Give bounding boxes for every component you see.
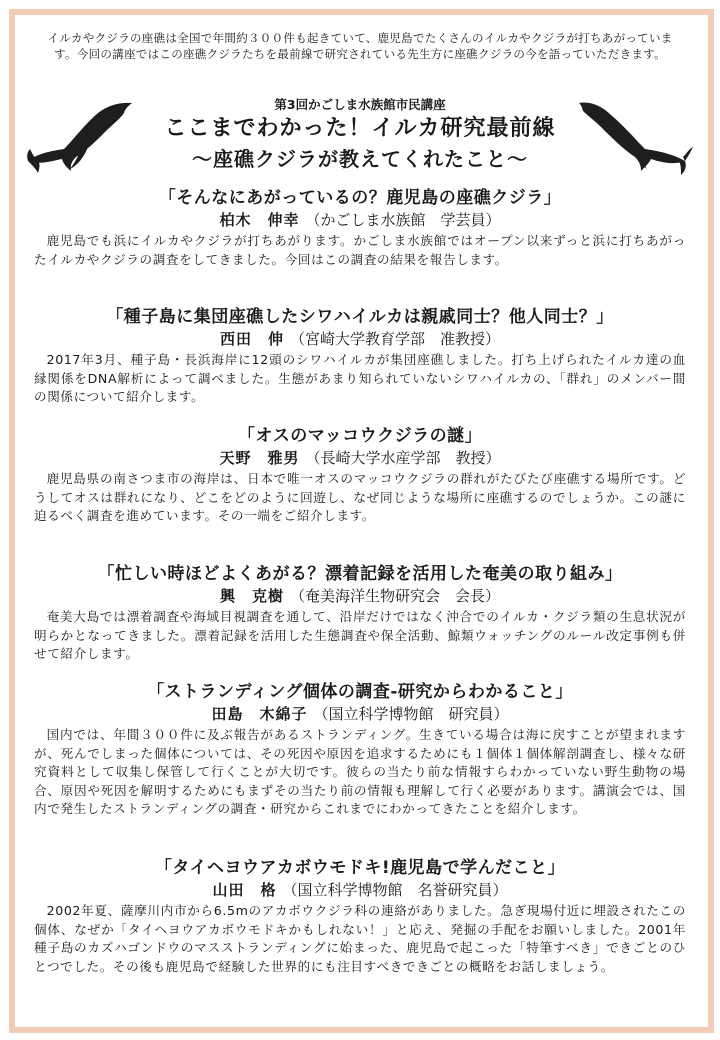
speaker-name: 柏木 伸幸 <box>219 211 300 229</box>
talk-description: 2017年3月、種子島・長浜海岸に12頭のシワハイルカが集団座礁しました。打ち上げられたイルカ達の血縁関係をDNA解析によって調べました。生態があまり知られていないシワハイルカの、「群れ」のメンバー間の関係について紹介します。 <box>34 352 686 404</box>
speaker-name: 山田 格 <box>212 881 277 899</box>
speaker-affiliation: （宮崎大学教育学部 准教授） <box>290 330 501 348</box>
talk-section <box>34 424 686 526</box>
talk-description: 奄美大島では漂着調査や海域目視調査を通して、沿岸だけではなく沖合でのイルカ・クジラ類の生息状況が明らかとなってきました。漂着記録を活用した生態調査や保全活動、鯨類ウォッチングのルール改定事例も併せて紹介します。 <box>34 609 686 661</box>
speaker-line <box>34 880 686 901</box>
page-title: ここまでわかった！イルカ研究最前線 <box>164 116 556 141</box>
talk-title: 「忙しい時ほどよくあがる？漂着記録を活用した奄美の取り組み」 <box>97 564 623 584</box>
series-label: 第3回かごしま水族館市民講座 <box>274 97 446 112</box>
page-subtitle: 〜座礁クジラが教えてくれたこと〜 <box>192 147 528 171</box>
speaker-affiliation: （かごしま水族館 学芸員） <box>305 211 501 229</box>
talk-title: 「種子島に集団座礁したシワハイルカは親戚同士？他人同士？」 <box>106 307 614 327</box>
speaker-affiliation: （奄美海洋生物研究会 会長） <box>290 587 501 605</box>
speaker-line <box>34 586 686 607</box>
speaker-line <box>34 210 686 231</box>
speaker-line <box>34 448 686 469</box>
talk-title: 「タイヘヨウアカボウモドキ!鹿児島で学んだこと」 <box>154 858 566 878</box>
speaker-name: 天野 雅男 <box>219 449 300 467</box>
talk-description: 鹿児島県の南さつま市の海岸は、日本で唯一オスのマッコウクジラの群れがたびたび座礁する場所です。どうしてオスは群れになり、どこをどのように回遊し、なぜ同じような場所に座礁するのでしょうか。この謎に迫るべく調査を進めています。その一端をご紹介します。 <box>34 471 686 523</box>
speaker-name: 西田 伸 <box>219 330 284 348</box>
talk-section <box>34 680 686 819</box>
talk-title: 「ストランディング個体の調査-研究からわかること」 <box>147 682 573 702</box>
speaker-name: 田島 木綿子 <box>211 705 308 723</box>
speaker-affiliation: （国立科学博物館 名誉研究員） <box>282 881 508 899</box>
talk-title: 「そんなにあがっているの？鹿児島の座礁クジラ」 <box>158 188 562 208</box>
speaker-affiliation: （長崎大学水産学部 教授） <box>305 449 501 467</box>
talk-title: 「オスのマッコウクジラの謎」 <box>237 426 483 446</box>
speaker-line <box>34 704 686 725</box>
speaker-name: 興 克樹 <box>219 587 284 605</box>
talk-section <box>34 856 686 976</box>
speaker-affiliation: （国立科学博物館 研究員） <box>313 705 509 723</box>
talk-section <box>34 186 686 269</box>
speaker-line <box>34 329 686 350</box>
talk-description: 2002年夏、薩摩川内市から6.5mのアカボウクジラ科の連絡がありました。急ぎ現場付近に埋設されたこの個体、なぜか「タイヘヨウアカボウモドキかもしれない！」と応え、発掘の手配をお願いしました。2001年種子島のカズハゴンドウのマスストランディングに始まった、鹿児島で起こった「特筆すべき」できごとのひとつでした。その後も鹿児島で経験した世界的にも注目すべきできごとの概略をお話しましょう。 <box>34 903 686 974</box>
intro-text: イルカやクジラの座礁は全国で年間約３００件も起きていて、鹿児島でたくさんのイルカやクジラが打ちあがっています。今回の講座ではこの座礁クジラたちを最前線で研究されている先生方に座礁クジラの今を語っていただきます。 <box>47 31 673 61</box>
talk-description: 国内では、年間３００件に及ぶ報告があるストランディング。生きている場合は海に戻すことが望まれますが、死んでしまった個体については、その死因や原因を追求するためにも１個体１個体解剖調査し、様々な研究資料として収集し保管して行くことが大切です。彼らの当たり前な情報すらわかっていない野生動物の場合、原因や死因を解明するためにもまずその当たり前の情報も理解して行く必要があります。講演会では、国内で発生したストランディングの調査・研究からこれまでにわかってきたことを紹介します。 <box>34 727 686 816</box>
talk-section <box>34 562 686 664</box>
talk-description: 鹿児島でも浜にイルカやクジラが打ちあがります。かごしま水族館ではオープン以来ずっと浜に打ちあがったイルカやクジラの調査をしてきました。今回はこの調査の結果を報告します。 <box>34 233 686 267</box>
talk-section <box>34 305 686 407</box>
